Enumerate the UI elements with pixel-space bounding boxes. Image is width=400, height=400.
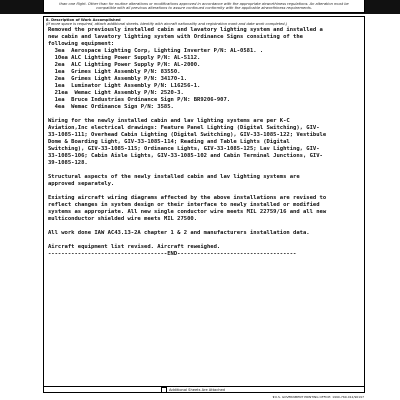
text-line: All work done IAW AC43.13-2A chapter 1 & 2 and manufacturers installation data.: [48, 230, 310, 236]
work-description-form: [43, 16, 365, 387]
text-line: 21ea Wemac Light Assembly P/N: 2520-3.: [48, 90, 184, 96]
printing-office-note: ★U.S. GOVERNMENT PRINTING OFFICE: 1990-769-012/90197: [272, 395, 364, 399]
text-line: 33-1085-106; Cabin Aisle Lights, GIV-33-1085-102 and Cabin Terminal Junctions, GIV-: [48, 153, 323, 159]
text-line: 33-1085-111; Overhead Cabin Lighting (Digital Switching), GIV-33-1085-122; Vestibule: [48, 132, 327, 138]
text-line: new cabin and lavatory lighting system with Ordinance Signs consisting of the: [48, 34, 303, 40]
text-line: 10ea ALC Lighting Power Supply P/N: AL-5112.: [48, 55, 201, 61]
additional-sheets-checkbox[interactable]: [161, 387, 225, 393]
top-notice: [43, 0, 365, 13]
section-header: [46, 18, 362, 26]
paragraph-gap: [48, 111, 362, 118]
text-line: systems as appropriate. All new single conductor wire meets MIL 22759/16 and all new: [48, 209, 327, 215]
text-line: 39-1085-128.: [48, 160, 88, 166]
text-line: Removed the previously installed cabin and lavatory lighting system and installed a: [48, 27, 323, 33]
text-line: Aviation,Inc electrical drawings: Feature Panel Lighting (Digital Switching), GIV-: [48, 125, 320, 131]
text-line: Switching), GIV-33-1085-115; Ordinance Lights, GIV-33-1085-125; Lav Lighting, GIV-: [48, 146, 320, 152]
text-line: 4ea Wemac Ordinance Sign P/N: 3585.: [48, 104, 174, 110]
text-line: 2ea Grimes Light Assembly P/N: 34170-1.: [48, 76, 188, 82]
text-line: Existing aircraft wiring diagrams affected by the above installations are revised to: [48, 195, 327, 201]
text-line: 1ea Luminator Light Assembly P/N: L16256-1.: [48, 83, 201, 89]
text-line: ------------------------------------END------------------------------------: [48, 251, 297, 257]
paragraph-gap: [48, 237, 362, 244]
top-notice-line: compatible with all previous alterations to assure continued conformity with the applicable airworthiness requirements.: [96, 6, 312, 11]
text-line: 1ea Bruce Industries Ordinance Sign P/N: BR9206-907.: [48, 97, 231, 103]
text-line: reflect changes in system design or their interface to newly installed or modified: [48, 202, 320, 208]
text-line: 3ea Aerospace Lighting Corp, Lighting Inverter P/N: AL-0581. .: [48, 48, 264, 54]
section-subtitle: (If more space is required, attach additional sheets. Identify with aircraft nationality and registration mark and date work completed.): [46, 22, 288, 27]
text-line: multiconductor shielded wire meets MIL 27500.: [48, 216, 198, 222]
checkbox-icon[interactable]: [161, 387, 167, 393]
work-description-text: [48, 27, 362, 258]
text-line: 1ea Grimes Light Assembly P/N: 83550.: [48, 69, 181, 75]
top-notice-line: than one flight. Other than for routine alterations or modifications approved in accordance with the appropriate airworthiness regulations. An alteration must be: [59, 2, 349, 6]
paragraph-gap: [48, 188, 362, 195]
text-line: approved separately.: [48, 181, 115, 187]
text-line: Structural aspects of the newly installed cabin and lav lighting systems are: [48, 174, 300, 180]
form-footer: [43, 387, 365, 393]
text-line: Wiring for the newly installed cabin and lav lighting systems are per K-C: [48, 118, 290, 124]
section-title: 8. Description of Work Accomplished: [46, 18, 121, 22]
paragraph-gap: [48, 223, 362, 230]
text-line: 2ea ALC Lighting Power Supply P/N: AL-2000.: [48, 62, 201, 68]
text-line: Dome & Boarding Light, GIV-33-1085-114; Reading and Table Lights (Digital: [48, 139, 290, 145]
paragraph-gap: [48, 167, 362, 174]
checkbox-label: Additional Sheets Are Attached: [169, 387, 225, 392]
text-line: following equipment:: [48, 41, 115, 47]
text-line: Aircraft equipment list revised. Aircraft reweighed.: [48, 244, 221, 250]
